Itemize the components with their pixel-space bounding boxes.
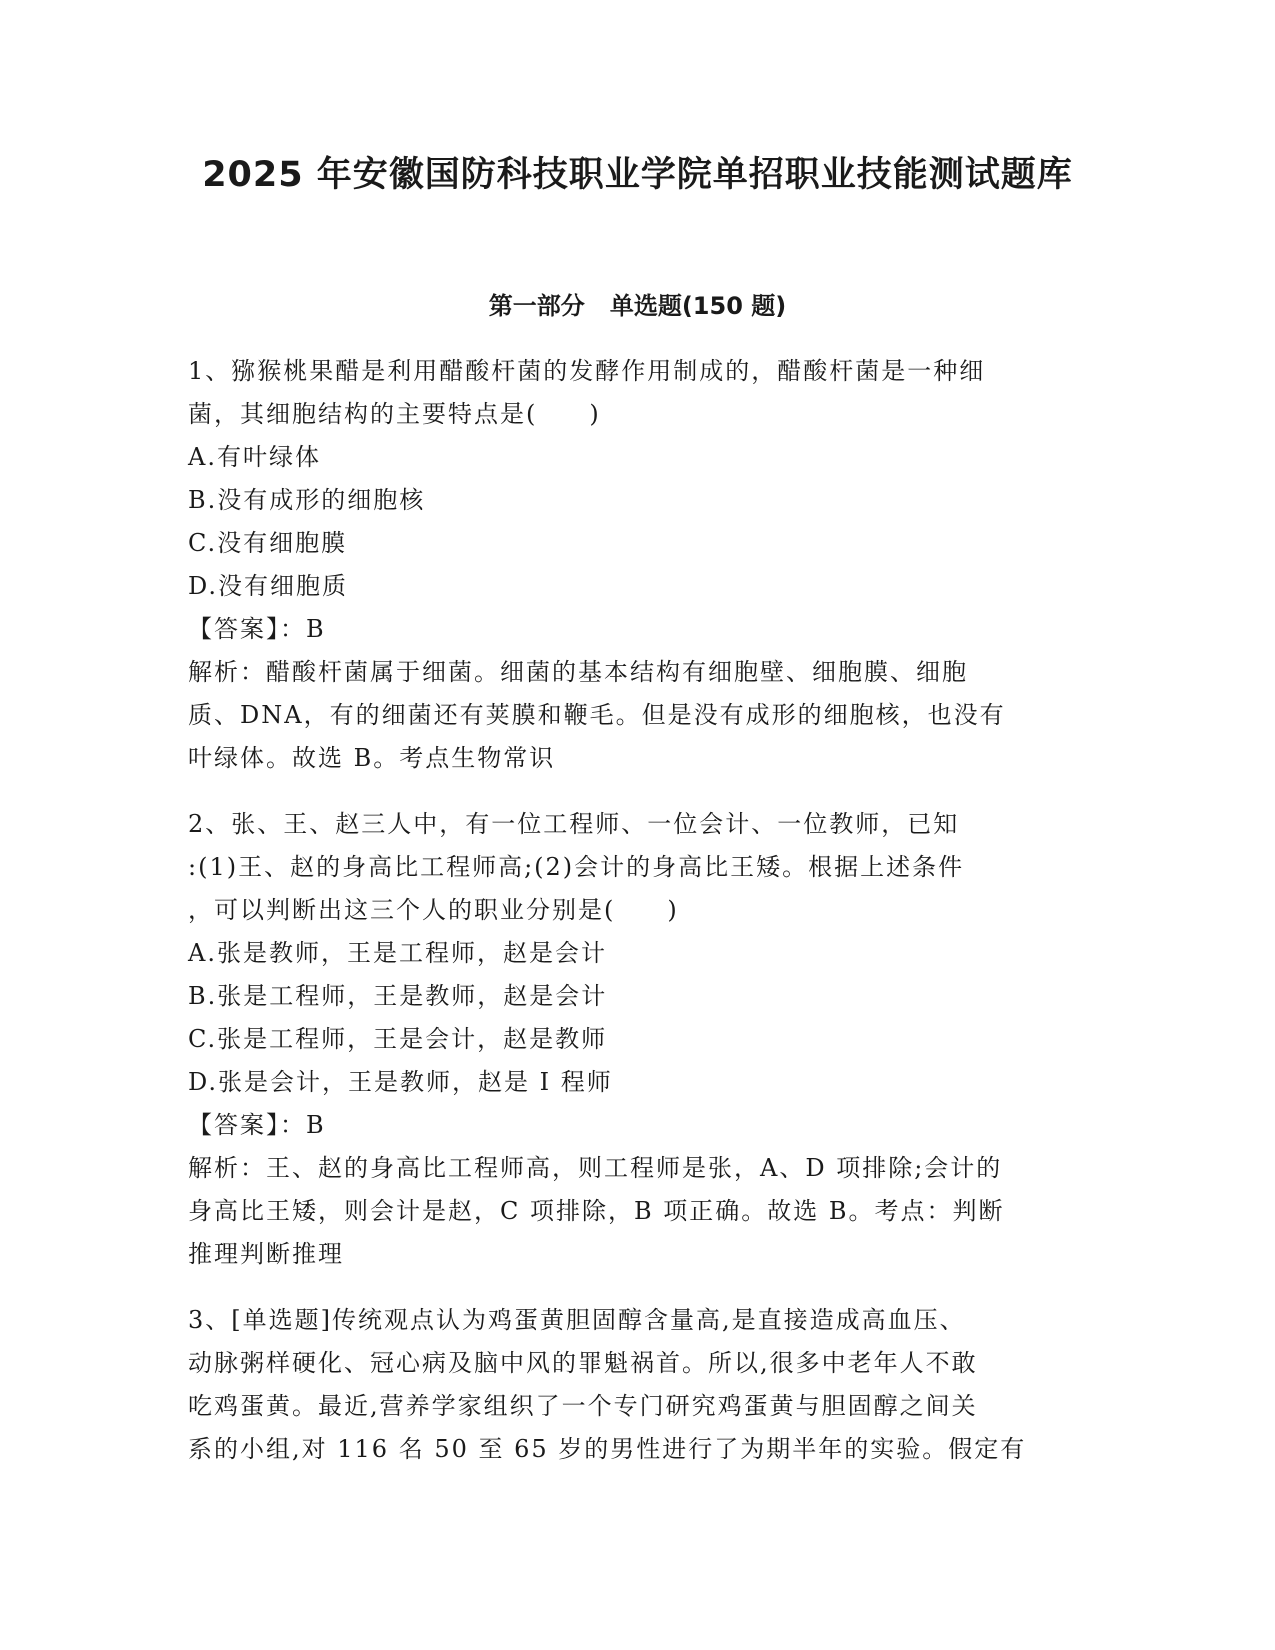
analysis-line: 解析：王、赵的身高比工程师高，则工程师是张，A、D 项排除;会计的 <box>188 1154 1003 1182</box>
question-2 <box>188 803 1088 1276</box>
analysis-line: 叶绿体。故选 B。考点生物常识 <box>188 744 556 772</box>
question-stem-line: 系的小组,对 116 名 50 至 65 岁的男性进行了为期半年的实验。假定有 <box>188 1435 1027 1463</box>
analysis-line: 推理判断推理 <box>188 1240 344 1268</box>
analysis-line: 解析：醋酸杆菌属于细菌。细菌的基本结构有细胞壁、细胞膜、细胞 <box>188 658 968 686</box>
question-3 <box>188 1299 1088 1471</box>
option-a: A.张是教师，王是工程师，赵是会计 <box>188 939 607 967</box>
answer-line: 【答案】：B <box>188 1111 326 1139</box>
question-stem-line: :(1)王、赵的身高比工程师高;(2)会计的身高比王矮。根据上述条件 <box>188 853 965 881</box>
question-stem-line: 3、[单选题]传统观点认为鸡蛋黄胆固醇含量高,是直接造成高血压、 <box>188 1306 966 1334</box>
question-stem-line: ，可以判断出这三个人的职业分别是( ) <box>188 896 679 924</box>
question-stem-line: 菌，其细胞结构的主要特点是( ) <box>188 400 601 428</box>
question-spacer <box>188 780 1088 803</box>
section-title: 第一部分 单选题(150 题) <box>488 292 787 320</box>
option-b: B.没有成形的细胞核 <box>188 486 426 514</box>
answer-line: 【答案】：B <box>188 615 326 643</box>
question-stem-line: 动脉粥样硬化、冠心病及脑中风的罪魁祸首。所以,很多中老年人不敢 <box>188 1349 978 1377</box>
option-d: D.张是会计，王是教师，赵是 I 程师 <box>188 1068 613 1096</box>
document-title: 2025 年安徽国防科技职业学院单招职业技能测试题库 <box>202 155 1073 195</box>
question-stem-line: 2、张、王、赵三人中，有一位工程师、一位会计、一位教师，已知 <box>188 810 960 838</box>
question-stem-line: 1、猕猴桃果醋是利用醋酸杆菌的发酵作用制成的，醋酸杆菌是一种细 <box>188 357 986 385</box>
option-c: C.张是工程师，王是会计，赵是教师 <box>188 1025 608 1053</box>
analysis-line: 质、DNA，有的细菌还有荚膜和鞭毛。但是没有成形的细胞核，也没有 <box>188 701 1006 729</box>
question-1 <box>188 350 1088 780</box>
question-list <box>188 350 1088 1471</box>
option-b: B.张是工程师，王是教师，赵是会计 <box>188 982 608 1010</box>
option-a: A.有叶绿体 <box>188 443 321 471</box>
question-spacer <box>188 1276 1088 1299</box>
analysis-line: 身高比王矮，则会计是赵，C 项排除，B 项正确。故选 B。考点：判断 <box>188 1197 1005 1225</box>
option-d: D.没有细胞质 <box>188 572 349 600</box>
option-c: C.没有细胞膜 <box>188 529 348 557</box>
question-stem-line: 吃鸡蛋黄。最近,营养学家组织了一个专门研究鸡蛋黄与胆固醇之间关 <box>188 1392 978 1420</box>
